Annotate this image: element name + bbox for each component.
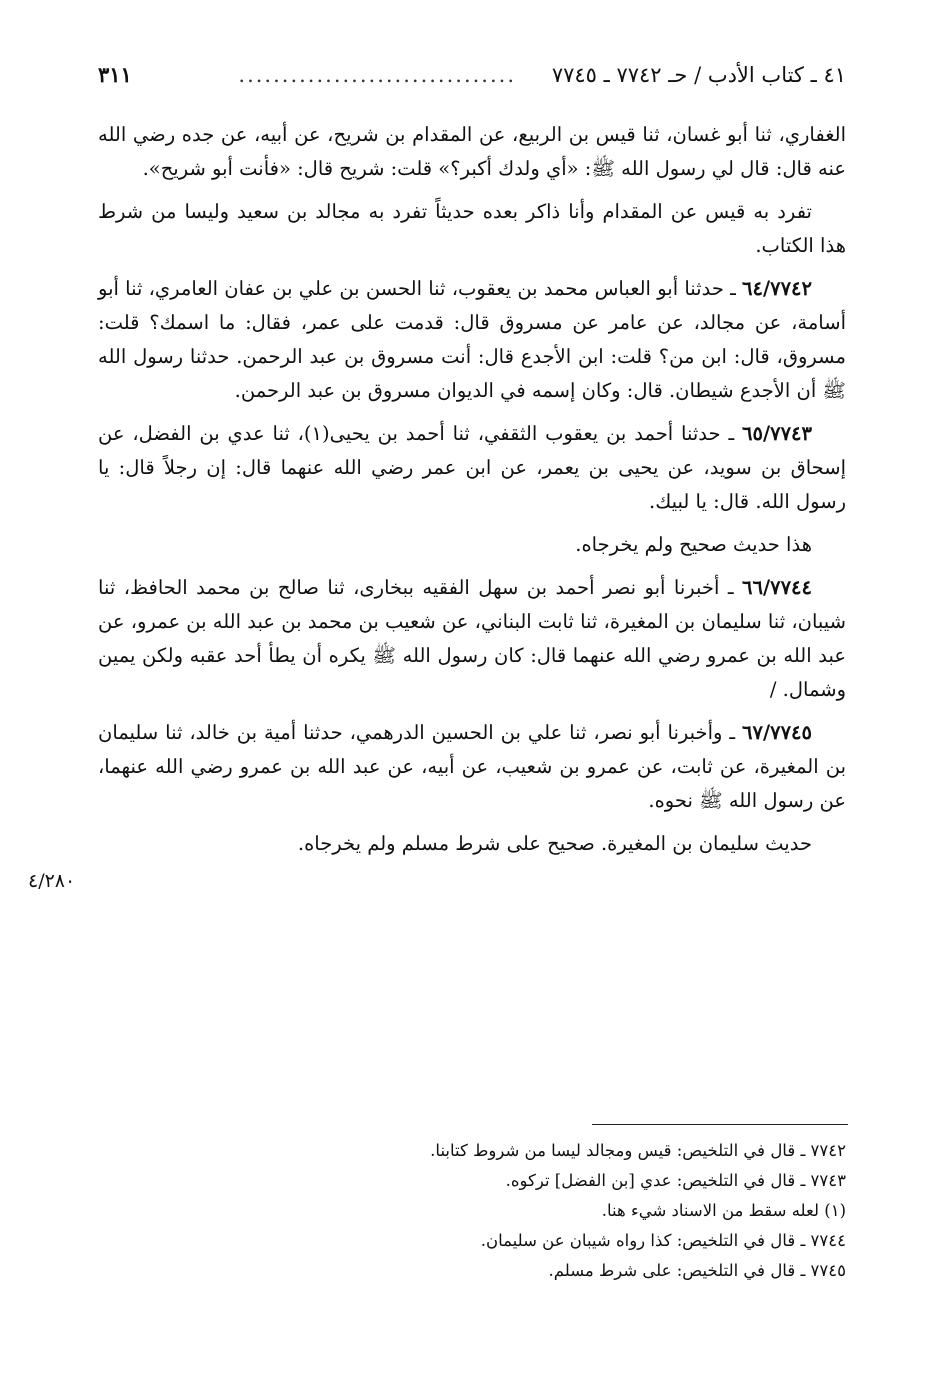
hadith-7745: [98, 716, 846, 818]
main-text: [98, 118, 846, 870]
paragraph-comment-3: [98, 827, 846, 861]
page-number: ٣١١: [98, 62, 132, 87]
page-header: [98, 58, 846, 92]
hadith-number: ٦٦/٧٧٤٤: [742, 576, 812, 599]
paragraph-cont: [98, 118, 846, 186]
footnote: ٧٧٤٣ ـ قال في التلخيص: عدي [بن الفضل] تركوه.: [505, 1171, 846, 1190]
paragraph-text: ـ حدثنا أحمد بن يعقوب الثقفي، ثنا أحمد بن يحيى(١)، ثنا عدي بن الفضل، عن إسحاق بن سويد، عن يحيى بن يعمر، عن ابن عمر رضي الله عنهما قال: إن رجلاً قال: يا رسول الله. قال: يا لبيك.: [98, 422, 846, 513]
footnote: (١) لعله سقط من الاسناد شيء هنا.: [601, 1201, 846, 1220]
footnote: ٧٧٤٤ ـ قال في التلخيص: كذا رواه شيبان عن سليمان.: [480, 1231, 846, 1250]
header-dot-leader: ................................: [238, 63, 516, 87]
hadith-7742: [98, 272, 846, 408]
footnote: ٧٧٤٢ ـ قال في التلخيص: قيس ومجالد ليسا من شروط كتابنا.: [430, 1141, 846, 1160]
paragraph-text: حديث سليمان بن المغيرة. صحيح على شرط مسلم ولم يخرجاه.: [297, 832, 812, 855]
hadith-number: ٦٥/٧٧٤٣: [742, 422, 812, 445]
footnote: ٧٧٤٥ ـ قال في التلخيص: على شرط مسلم.: [548, 1261, 846, 1280]
paragraph-text: تفرد به قيس عن المقدام وأنا ذاكر بعده حديثاً تفرد به مجالد بن سعيد وليسا من شرط هذا الكتاب.: [98, 200, 846, 257]
hadith-number: ٦٧/٧٧٤٥: [742, 721, 812, 744]
hadith-7744: [98, 571, 846, 707]
paragraph-comment-2: [98, 528, 846, 562]
footnote-divider: [592, 1124, 848, 1125]
running-title: ٤١ ـ كتاب الأدب / حـ ٧٧٤٢ ـ ٧٧٤٥: [551, 63, 846, 87]
paragraph-text: الغفاري، ثنا أبو غسان، ثنا قيس بن الربيع، عن المقدام بن شريح، عن أبيه، عن جده رضي الله عنه قال: قال لي رسول الله ﷺ: «أي ولدك أكبر؟» قلت: شريح قال: «فأنت أبو شريح».: [98, 123, 846, 180]
hadith-7743: [98, 417, 846, 519]
paragraph-text: ـ حدثنا أبو العباس محمد بن يعقوب، ثنا الحسن بن علي بن عفان العامري، ثنا أبو أسامة، عن مجالد، عن عامر عن مسروق قال: قدمت على عمر، فقال: ما اسمك؟ قلت: مسروق، قال: ابن من؟ قلت: ابن الأجدع قال: أنت مسروق بن عبد الرحمن. حدثنا رسول الله ﷺ أن الأجدع شيطان. قال: وكان إسمه في الديوان مسروق بن عبد الرحمن.: [98, 277, 846, 402]
margin-reference: ٤/٢٨٠: [28, 870, 76, 892]
paragraph-text: ـ أخبرنا أبو نصر أحمد بن سهل الفقيه ببخارى، ثنا صالح بن محمد الحافظ، ثنا شيبان، ثنا سليمان بن المغيرة، ثنا ثابت البناني، عن شعيب بن محمد بن عبد الله بن عمرو، عن عبد الله بن عمرو رضي الله عنهما قال: كان رسول الله ﷺ يكره أن يطأ أحد عقبه ولكن يمين وشمال. /: [98, 576, 846, 701]
hadith-number: ٦٤/٧٧٤٢: [742, 277, 812, 300]
footnotes: [98, 1136, 846, 1286]
paragraph-text: هذا حديث صحيح ولم يخرجاه.: [575, 533, 812, 556]
paragraph-comment-1: [98, 195, 846, 263]
paragraph-text: ـ وأخبرنا أبو نصر، ثنا علي بن الحسين الدرهمي، حدثنا أمية بن خالد، ثنا سليمان بن المغيرة، عن ثابت، عن عمرو بن شعيب، عن أبيه، عن عبد الله بن عمرو رضي الله عنهما، عن رسول الله ﷺ نحوه.: [98, 721, 846, 812]
